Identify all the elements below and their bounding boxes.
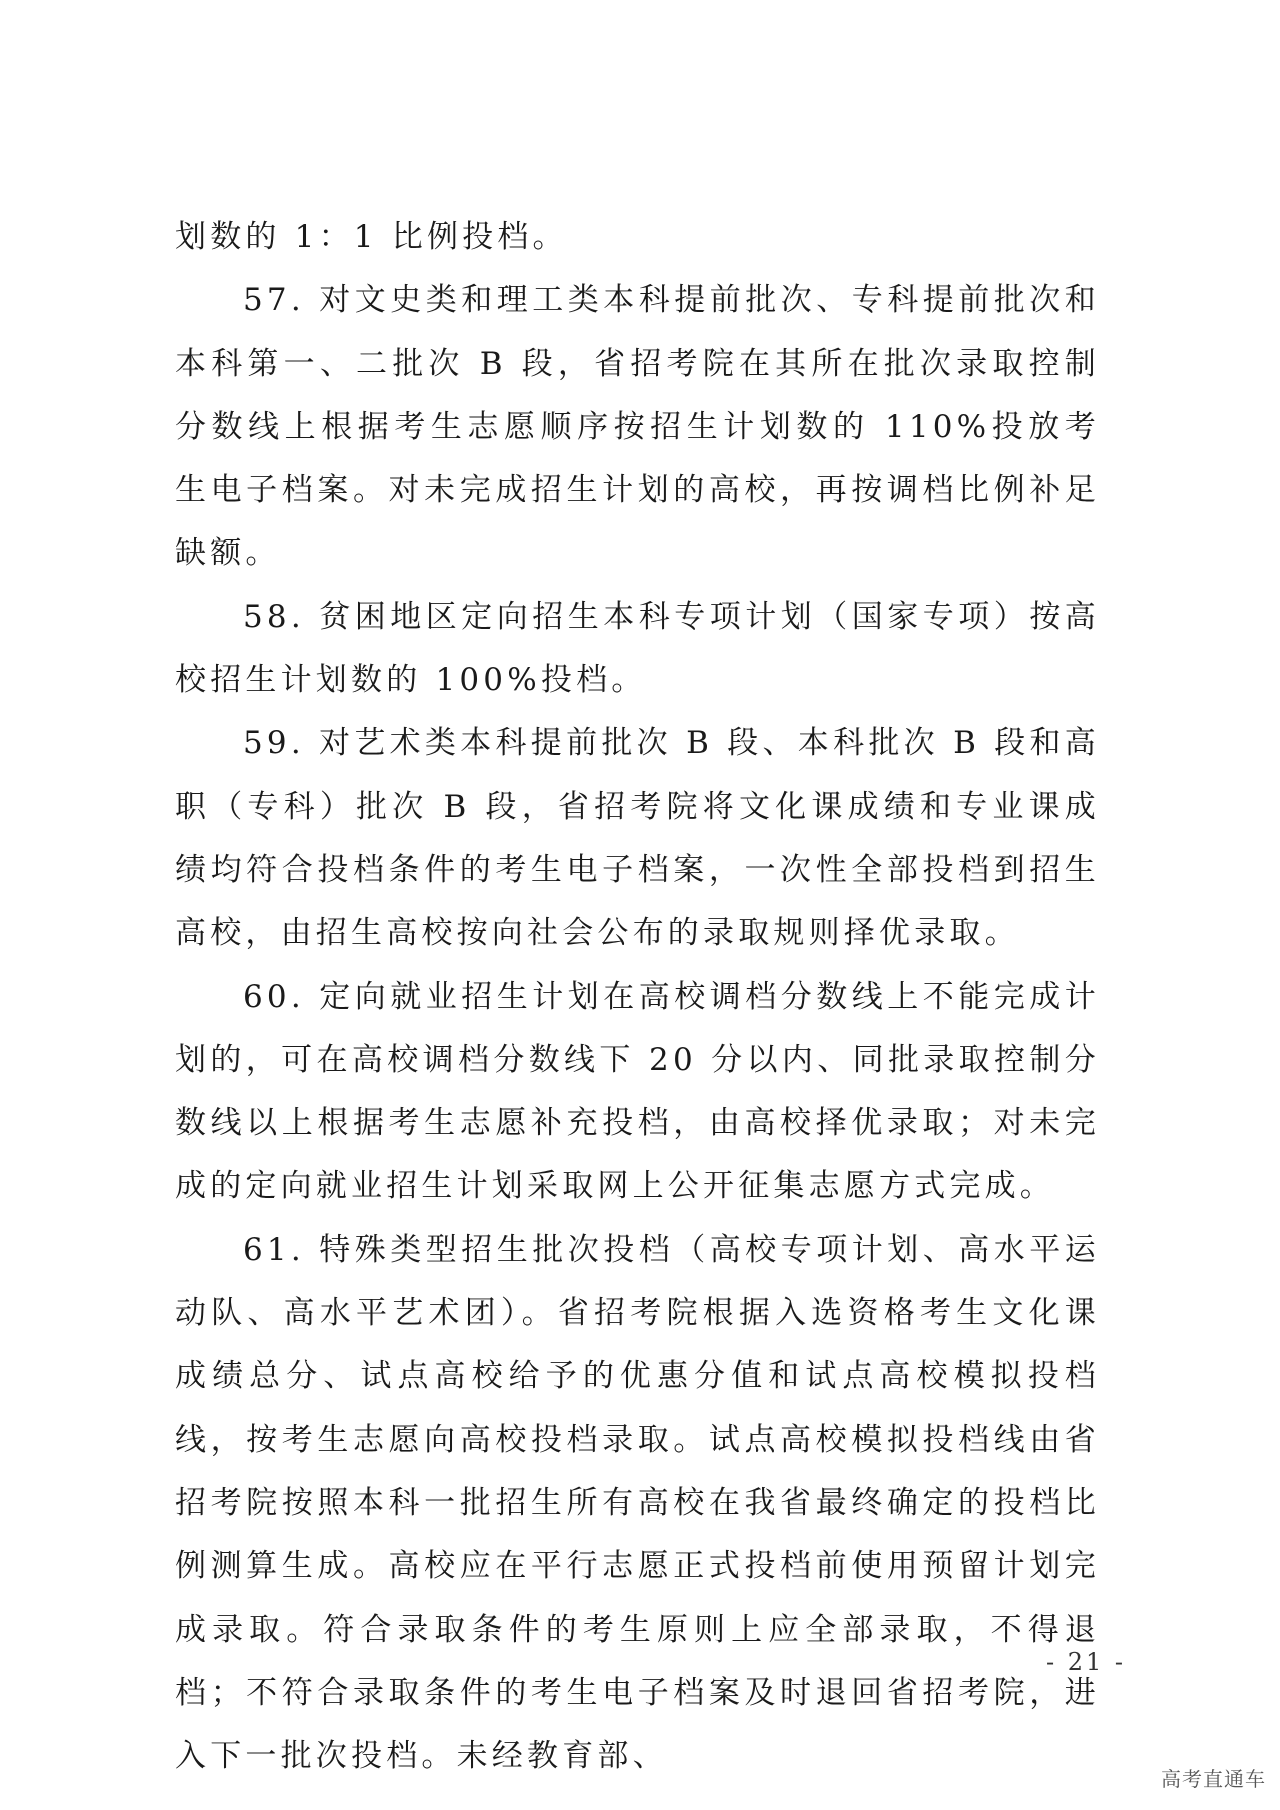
- watermark-text: 高考直通车: [1161, 1767, 1266, 1791]
- paragraph-continuation: 划数的 1：1 比例投档。: [175, 219, 568, 255]
- paragraph-item-61: 61. 特殊类型招生批次投档（高校专项计划、高水平运动队、高水平艺术团）。省招考院根据入选资格考生文化课成绩总分、试点高校给予的优惠分值和试点高校模拟投档线，按考生志愿向高校投档录取。试点高校模拟投档线由省招考院按照本科一批招生所有高校在我省最终确定的投档比例测算生成。高校应在平行志愿正式投档前使用预留计划完成录取。符合录取条件的考生原则上应全部录取，不得退档；不符合录取条件的考生电子档案及时退回省招考院，进入下一批次投档。未经教育部、: [175, 1231, 1100, 1775]
- paragraph-item-59: 59. 对艺术类本科提前批次 B 段、本科批次 B 段和高职（专科）批次 B 段，省招考院将文化课成绩和专业课成绩均符合投档条件的考生电子档案，一次性全部投档到招生高校，由招生高校按向社会公布的录取规则择优录取。: [175, 725, 1100, 952]
- paragraph-item-58: 58. 贫困地区定向招生本科专项计划（国家专项）按高校招生计划数的 100%投档。: [175, 598, 1100, 699]
- paragraph-item-57: 57. 对文史类和理工类本科提前批次、专科提前批次和本科第一、二批次 B 段，省招考院在其所在批次录取控制分数线上根据考生志愿顺序按招生计划数的 110%投放考生电子档案。对未完成招生计划的高校，再按调档比例补足缺额。: [175, 282, 1100, 572]
- body-text: [175, 206, 1100, 1788]
- paragraph-item-60: 60. 定向就业招生计划在高校调档分数线上不能完成计划的，可在高校调档分数线下 20 分以内、同批录取控制分数线以上根据考生志愿补充投档，由高校择优录取；对未完成的定向就业招生计划采取网上公开征集志愿方式完成。: [175, 978, 1100, 1205]
- page-number: - 21 -: [1045, 1648, 1126, 1676]
